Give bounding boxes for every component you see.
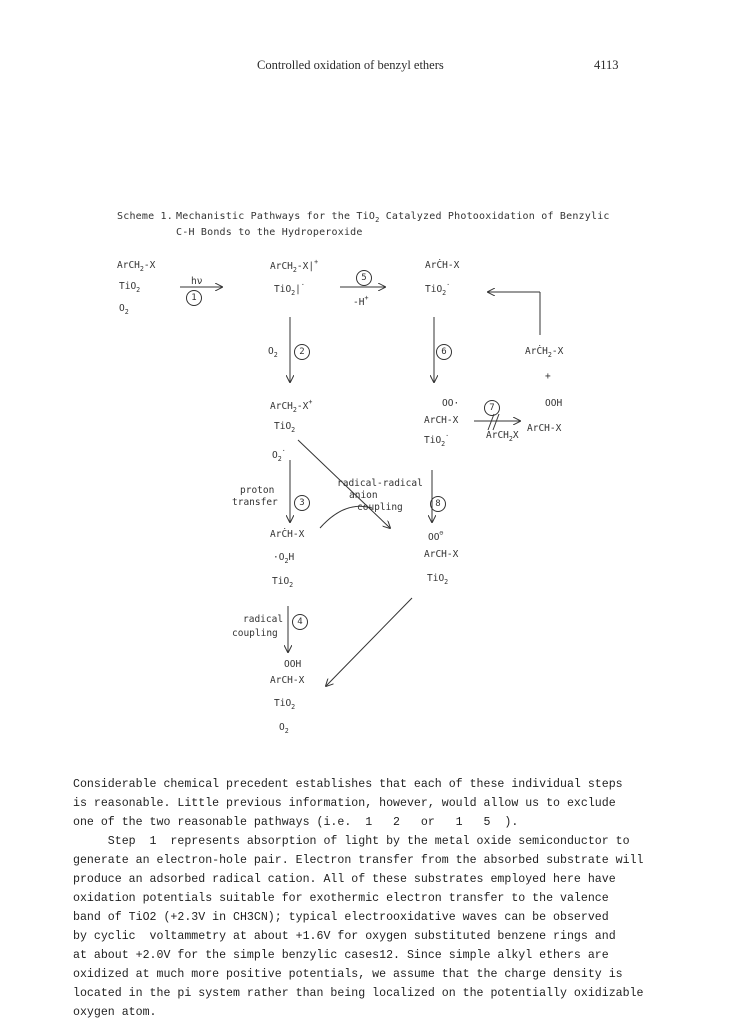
anion-label: anion bbox=[349, 490, 378, 501]
species-peroxy-radical: ArCH-X bbox=[424, 415, 459, 426]
species-tio2-b: TiO$_2$· bbox=[425, 281, 451, 297]
scheme-caption-label: Scheme 1. bbox=[117, 211, 173, 222]
step-5-marker: 5 bbox=[356, 270, 372, 286]
arch2x-reagent-step7: ArCH$_2$X bbox=[486, 430, 519, 443]
body-line: Considerable chemical precedent establishes that each of these individual steps bbox=[73, 778, 623, 791]
step-2-marker: 2 bbox=[294, 344, 310, 360]
species-tio2-f: TiO$_2$ bbox=[427, 573, 449, 586]
species-radical-cation: ArCH$_2$-X|+ bbox=[270, 258, 319, 274]
transfer-label: transfer bbox=[232, 497, 278, 508]
product-o2: $O_2$ bbox=[279, 722, 289, 735]
minus-h-label: -H+ bbox=[353, 294, 369, 308]
species-peroxide-anion-oo: OO⊖ bbox=[428, 529, 444, 543]
step-6-marker: 6 bbox=[436, 344, 452, 360]
scheme-caption-line1: Mechanistic Pathways for the TiO$_2$ Catalyzed Photooxidation of Benzylic bbox=[176, 211, 610, 224]
product-tio2: TiO$_2$ bbox=[274, 698, 296, 711]
species-radical-cation-2: ArCH$_2$-X+ bbox=[270, 398, 313, 414]
hv-label: hν bbox=[191, 276, 203, 287]
species-peroxy-o: OO· bbox=[442, 398, 460, 409]
body-line: band of TiO2 (+2.3V in CH3CN); typical electrooxidative waves can be observed bbox=[73, 911, 609, 924]
step-8-marker: 8 bbox=[430, 496, 446, 512]
step-3-marker: 3 bbox=[294, 495, 310, 511]
body-line: Step 1 represents absorption of light by the metal oxide semiconductor to bbox=[73, 835, 630, 848]
species-hydroperoxyl: $\cdot O_2H$ bbox=[273, 552, 295, 565]
body-paragraphs bbox=[73, 775, 644, 1022]
product-hydroperoxide: ArCH-X bbox=[270, 675, 305, 686]
body-line: is reasonable. Little previous information, however, would allow us to exclude bbox=[73, 797, 616, 810]
body-line: located in the pi system rather than being localized on the potentially oxidizable bbox=[73, 987, 644, 1000]
radical-radical-label: radical-radical bbox=[337, 478, 423, 489]
species-tio2-c: TiO$_2$ bbox=[274, 421, 296, 434]
running-title: Controlled oxidation of benzyl ethers bbox=[257, 58, 444, 72]
body-line: oxidation potentials suitable for exothermic electron transfer to the valence bbox=[73, 892, 609, 905]
o2-reagent-step2: $O_2$ bbox=[268, 346, 278, 359]
coupling-label-step4: coupling bbox=[232, 628, 278, 639]
product-ooh: OOH bbox=[284, 659, 302, 670]
plus-sign: + bbox=[545, 371, 551, 382]
step-1-marker: 1 bbox=[186, 290, 202, 306]
species-tio2-d: TiO$_2$· bbox=[424, 432, 450, 448]
body-line: one of the two reasonable pathways (i.e. 1 2 or 1 5 ). bbox=[73, 816, 519, 829]
scheme-caption-line2: C-H Bonds to the Hydroperoxide bbox=[176, 227, 363, 238]
body-line: produce an adsorbed radical cation. All of these substrates employed here have bbox=[73, 873, 616, 886]
species-benzyl-substrate-right: ArĊH$_2$-X bbox=[525, 346, 564, 359]
species-o2: $O_2$ bbox=[119, 303, 129, 316]
species-hydroperoxide-right-ooh: OOH bbox=[545, 398, 563, 409]
species-superoxide: $O_2^\cdot$ bbox=[272, 447, 286, 463]
step-4-marker: 4 bbox=[292, 614, 308, 630]
species-tio2-hole: TiO$_2$|· bbox=[274, 281, 305, 297]
body-line: at about +2.0V for the simple benzylic cases12. Since simple alkyl ethers are bbox=[73, 949, 609, 962]
species-hydroperoxide-right: ArCH-X bbox=[527, 423, 562, 434]
coupling-label: coupling bbox=[357, 502, 403, 513]
species-benzyl-radical: ArĊH-X bbox=[425, 260, 460, 271]
species-benzyl-radical-2: ArĊH-X bbox=[270, 529, 305, 540]
body-line: by cyclic voltammetry at about +1.6V for oxygen substituted benzene rings and bbox=[73, 930, 616, 943]
radical-label: radical bbox=[243, 614, 284, 625]
page-number: 4113 bbox=[594, 58, 619, 72]
species-tio2-e: TiO$_2$ bbox=[272, 576, 294, 589]
body-line: oxidized at much more positive potentials, we assume that the charge density is bbox=[73, 968, 623, 981]
proton-label: proton bbox=[240, 485, 275, 496]
species-peroxide-anion: ArCH-X bbox=[424, 549, 459, 560]
species-tio2: TiO$_2$ bbox=[119, 281, 141, 294]
step-7-marker: 7 bbox=[484, 400, 500, 416]
body-line: oxygen atom. bbox=[73, 1006, 157, 1019]
body-line: generate an electron-hole pair. Electron transfer from the absorbed substrate will bbox=[73, 854, 644, 867]
species-benzyl-substrate: ArCH$_2$-X bbox=[117, 260, 156, 273]
